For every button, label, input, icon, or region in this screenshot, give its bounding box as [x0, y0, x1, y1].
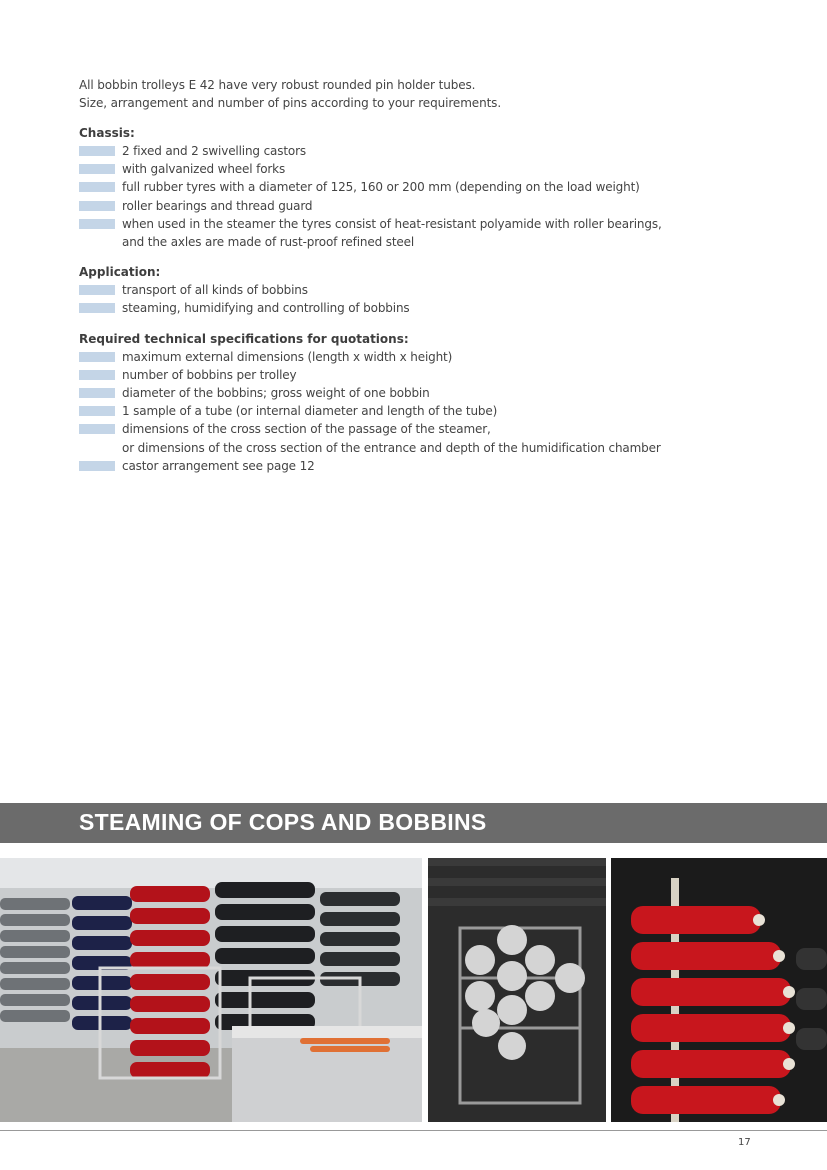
list-item: [79, 457, 719, 475]
grey-bobbins-trolley-photo: [428, 858, 606, 1122]
list-item-text: castor arrangement see page 12: [122, 458, 315, 473]
list-item: [79, 178, 719, 196]
bullet-bar: [79, 285, 115, 295]
application-section: [79, 263, 719, 317]
bullet-bar: [79, 406, 115, 416]
list-item-text: roller bearings and thread guard: [122, 198, 313, 213]
chassis-section: [79, 124, 719, 251]
list-item-text: steaming, humidifying and controlling of bobbins: [122, 301, 410, 316]
list-item-text: when used in the steamer the tyres consist of heat-resistant polyamide with roller bearings,: [122, 216, 662, 231]
intro-line: Size, arrangement and number of pins according to your requirements.: [79, 96, 502, 110]
footer-divider: [0, 1130, 827, 1131]
list-item: [79, 197, 719, 215]
list-item-text: or dimensions of the cross section of the entrance and depth of the humidification chamber: [122, 440, 661, 455]
list-item-text: diameter of the bobbins; gross weight of one bobbin: [122, 386, 430, 401]
list-item: [79, 160, 719, 178]
specs-section: [79, 330, 719, 475]
bullet-bar: [79, 424, 115, 434]
application-title: Application:: [79, 265, 161, 280]
list-item-text: maximum external dimensions (length x width x height): [122, 349, 453, 364]
bullet-bar: [79, 146, 115, 156]
list-item-text: 1 sample of a tube (or internal diameter and length of the tube): [122, 404, 498, 419]
application-list: [79, 281, 719, 317]
bullet-bar: [79, 303, 115, 313]
chassis-list: [79, 142, 719, 251]
page-number: 17: [738, 1137, 751, 1148]
bullet-bar: [79, 461, 115, 471]
list-item-text: full rubber tyres with a diameter of 125, 160 or 200 mm (depending on the load weight): [122, 180, 640, 195]
specs-list: [79, 348, 719, 475]
bullet-bar: [79, 370, 115, 380]
text-content: [79, 76, 719, 475]
intro-paragraph: [79, 76, 719, 112]
list-item: [79, 215, 719, 251]
list-item: [79, 299, 719, 317]
intro-line: All bobbin trolleys E 42 have very robust rounded pin holder tubes.: [79, 78, 476, 92]
specs-title: Required technical specifications for quotations:: [79, 331, 409, 346]
list-item: [79, 420, 719, 456]
warehouse-trolleys-photo: [0, 858, 422, 1122]
bullet-bar: [79, 219, 115, 229]
bullet-bar: [79, 388, 115, 398]
list-item-text: and the axles are made of rust-proof refined steel: [122, 235, 415, 250]
red-bobbins-photo: [611, 858, 827, 1122]
list-item: [79, 384, 719, 402]
list-item: [79, 402, 719, 420]
list-item: [79, 281, 719, 299]
list-item-text: dimensions of the cross section of the passage of the steamer,: [122, 422, 491, 437]
section-banner: [0, 803, 827, 843]
bullet-bar: [79, 201, 115, 211]
bullet-bar: [79, 182, 115, 192]
list-item: [79, 348, 719, 366]
bullet-bar: [79, 164, 115, 174]
list-item: [79, 142, 719, 160]
banner-title: STEAMING OF COPS AND BOBBINS: [79, 809, 487, 835]
bullet-bar: [79, 352, 115, 362]
list-item: [79, 366, 719, 384]
list-item-text: transport of all kinds of bobbins: [122, 283, 308, 298]
list-item-text: number of bobbins per trolley: [122, 367, 297, 382]
list-item-text: 2 fixed and 2 swivelling castors: [122, 144, 306, 158]
list-item-text: with galvanized wheel forks: [122, 162, 286, 177]
chassis-title: Chassis:: [79, 126, 135, 140]
